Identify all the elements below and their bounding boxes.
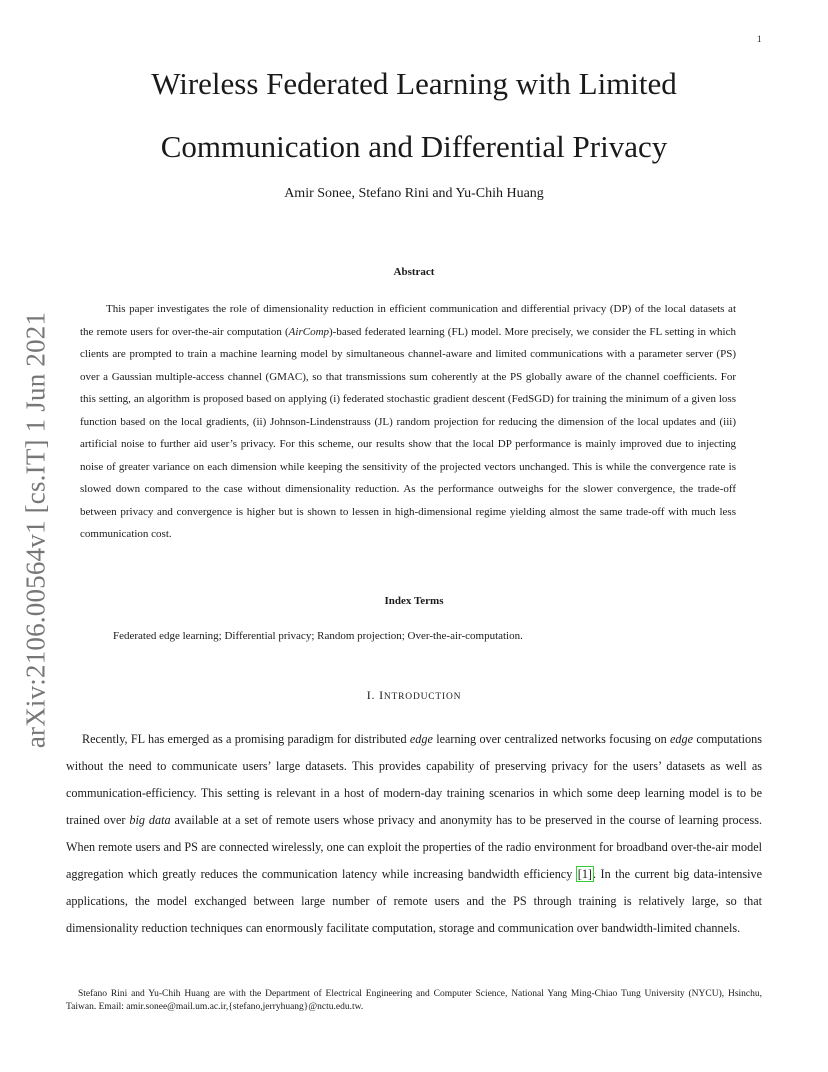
- abstract-heading: Abstract: [393, 266, 435, 278]
- intro-emphasis-2: edge: [669, 732, 693, 746]
- title-line-2: Communication and Differential Privacy: [160, 129, 668, 164]
- page-number: 1: [757, 34, 762, 44]
- section-title: NTRODUCTION: [383, 692, 462, 702]
- intro-text-3: computations without the need to communicate users’ large datasets. This provides capability of preserving privacy for the users’ datasets as well as communication-efficiency. This setting is relevant in a host of modern-day training scenarios in which some deep learning model is to be trained over: [66, 732, 762, 827]
- abstract-text-part-2: )-based federated learning (FL) model. More precisely, we consider the FL setting in which clients are prompted to train a machine learning model by simultaneous channel-aware and limited communications with a parameter server (PS) over a Gaussian multiple-access channel (GMAC), so that transmissions sum coherently at the PS globally aware of the channel coefficients. For this setting, an algorithm is proposed based on applying (i) federated stochastic gradient descent (FedSGD) for training the minimum of a given loss function based on the local gradients, (ii) Johnson-Lindenstrauss (JL) random projection for reducing the dimension of the local updates and (iii) artificial noise to further aid user’s privacy. For this scheme, our results show that the local DP performance is mainly improved due to injecting noise of greater variance on each dimension while keeping the sensitivity of the projected vectors unchanged. This is while the convergence rate is slowed down compared to the case without dimensionality reduction. As the performance outweighs for the slower convergence, the trade-off between privacy and convergence is higher but is shown to lessen in high-dimensional regime yielding almost the same trade-off with much less communication cost.: [80, 325, 736, 540]
- intro-emphasis-3: big data: [129, 813, 171, 827]
- author-list: Amir Sonee, Stefano Rini and Yu-Chih Huang: [284, 186, 544, 201]
- abstract-emphasis: AirComp: [288, 325, 330, 338]
- intro-text-4: available at a set of remote users whose privacy and anonymity has to be preserved in the course of learning process. When remote users and PS are connected wirelessly, one can exploit the properties of the radio environment for broadband over-the-air model aggregation which greatly reduces the communication latency while increasing bandwidth efficiency: [66, 813, 762, 881]
- abstract-text-part-1: This paper investigates the role of dimensionality reduction in efficient communication and differential privacy (DP) of the local datasets at the remote users for over-the-air computation (: [80, 303, 736, 338]
- arxiv-identifier: arXiv:2106.00564v1 [cs.IT] 1 Jun 2021: [20, 311, 51, 749]
- title-line-1: Wireless Federated Learning with Limited: [151, 66, 677, 101]
- index-terms-heading: Index Terms: [384, 595, 444, 607]
- section-heading: [66, 688, 762, 703]
- abstract-body: [80, 298, 736, 546]
- citation-link[interactable]: [1]: [577, 867, 592, 881]
- introduction-paragraph: [66, 726, 762, 942]
- index-terms-body: Federated edge learning; Differential privacy; Random projection; Over-the-air-computation.: [113, 630, 523, 642]
- intro-text-2: learning over centralized networks focusing on: [432, 732, 670, 746]
- affiliation-footnote: Stefano Rini and Yu-Chih Huang are with the Department of Electrical Engineering and Computer Science, National Yang Ming-Chiao Tung University (NYCU), Hsinchu, Taiwan. Email: amir.sonee@mail.um.ac.ir,{stefano,jerryhuang}@nctu.edu.tw.: [66, 989, 762, 1012]
- intro-emphasis-1: edge: [409, 732, 433, 746]
- section-number: I. I: [366, 688, 384, 702]
- intro-text-1: Recently, FL has emerged as a promising paradigm for distributed: [82, 732, 410, 746]
- paper-title: [66, 52, 762, 178]
- intro-text-5: . In the current big data-intensive applications, the model exchanged between large number of remote users and the PS through training is relatively large, so that dimensionality reduction techniques can enormously facilitate computation, storage and communication over bandwidth-limited channels.: [66, 867, 762, 935]
